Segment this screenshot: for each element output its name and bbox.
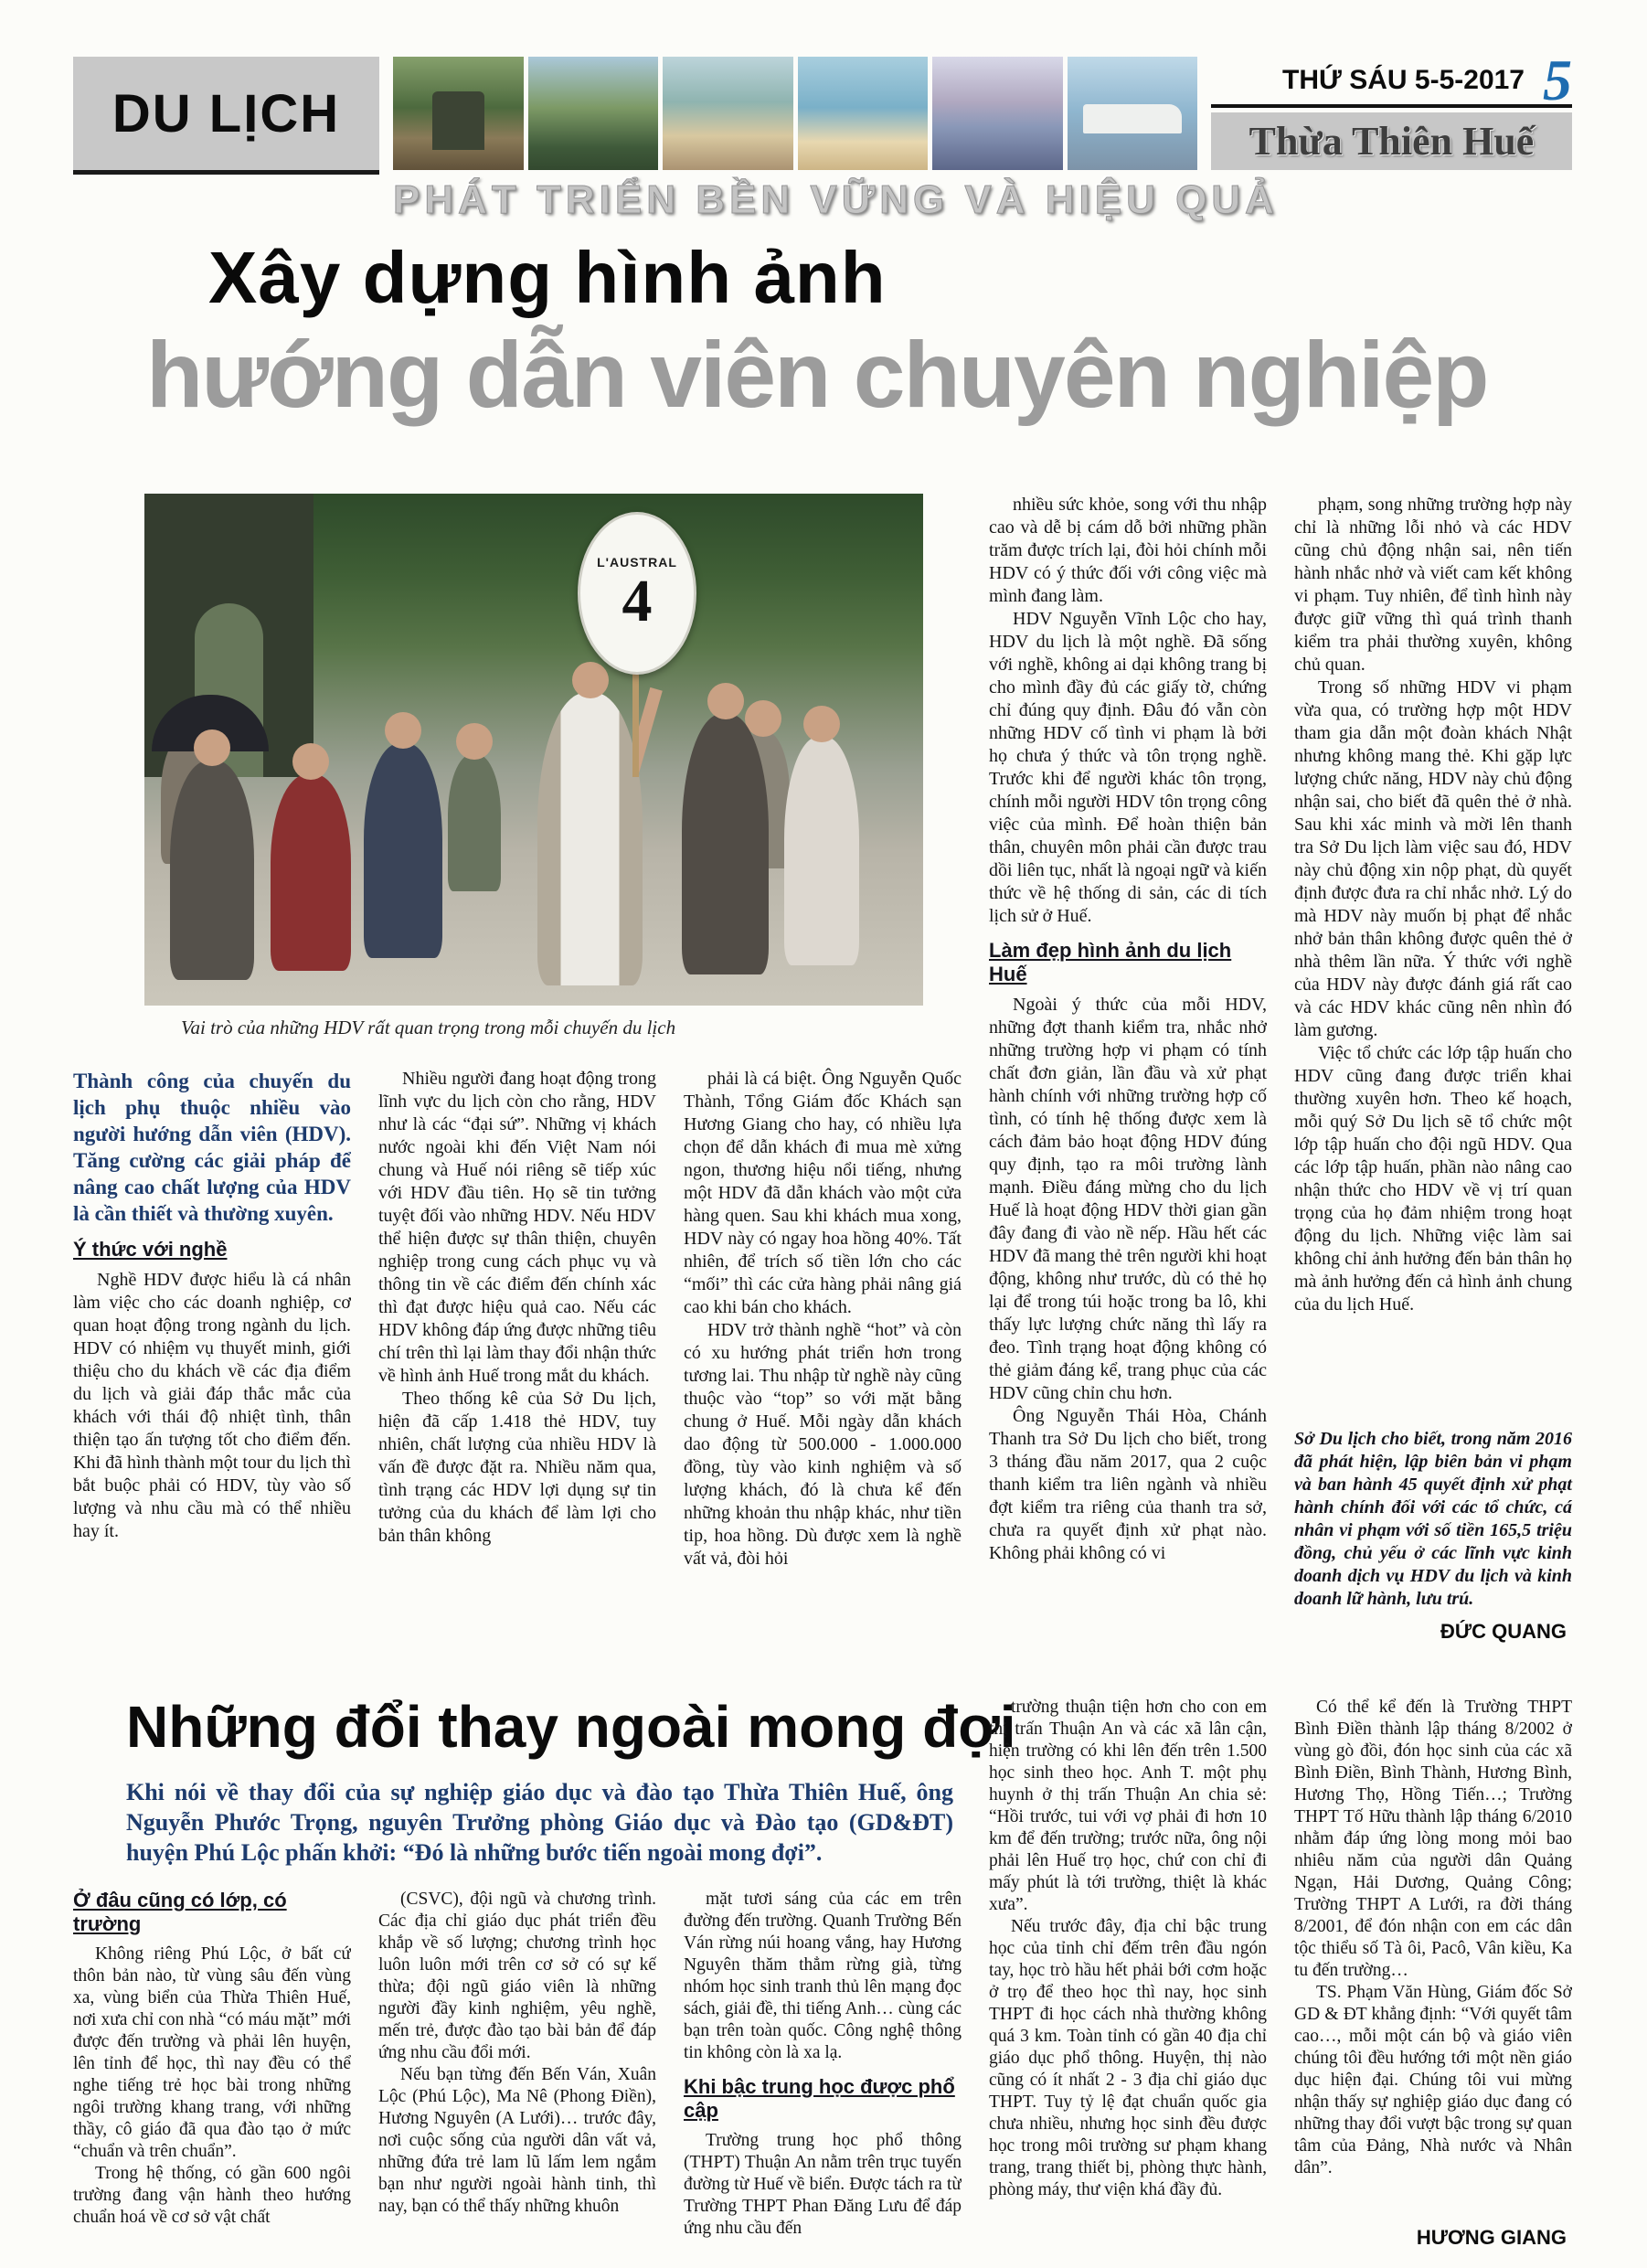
article2-subhead-2: Khi bậc trung học được phổ cập xyxy=(684,2075,955,2122)
header-slogan: PHÁT TRIỂN BỀN VỮNG VÀ HIỆU QUẢ xyxy=(393,177,1279,222)
article1-subhead-2: Làm đẹp hình ảnh du lịch Huế xyxy=(989,939,1232,985)
tour-sign-label: L'AUSTRAL xyxy=(597,555,677,570)
tour-sign xyxy=(578,512,696,675)
article2-column-2 xyxy=(378,1889,656,2250)
person-figure xyxy=(682,714,769,974)
issue-date: THỨ SÁU 5-5-2017 xyxy=(1282,65,1525,95)
person-figure xyxy=(448,754,501,891)
header-photo-cruise xyxy=(1068,57,1198,170)
tour-guide-figure xyxy=(537,693,643,985)
article2-col3-text-a xyxy=(684,1889,962,2064)
article2-column-5 xyxy=(1294,1697,1572,2250)
article1-column-4 xyxy=(989,494,1267,1644)
header-photo-strip xyxy=(393,57,1197,170)
paragraph: Nếu bạn từng đến Bến Ván, Xuân Lộc (Phú Lộc), Ma Nê (Phong Điền), Hương Nguyên (A Lưới)… trước đây, nơi cuộc sống của người dân vất vả, những đứa trẻ lam lũ lấm lem ngắm bạn như người ngoài hành tinh, thì nay, bạn có thể thấy những khuôn xyxy=(378,2065,656,2216)
tour-sign-number: 4 xyxy=(622,568,653,634)
paragraph: Nếu trước đây, địa chỉ bậc trung học của tỉnh chỉ đếm trên đầu ngón tay, học trò hầu hết phải bới cơm hoặc ở trọ để theo học thì nay, học sinh THPT đi học cách nhà thường không quá 3 km. Toàn tỉnh có gần 40 địa chỉ giáo dục phổ thông. Huyện, thị nào cũng có ít nhất 2 - 3 địa chỉ giáo dục THPT. Tuy tỷ lệ đạt chuẩn quốc gia chưa nhiều, nhưng học sinh đều được học trong môi trường sư phạm khang trang, trang thiết bị, phòng thực hành, phòng máy, thư viện khá đầy đủ. xyxy=(989,1917,1267,2199)
paragraph: Có thể kể đến là Trường THPT Bình Điền thành lập tháng 8/2002 ở vùng gò đồi, đón học sinh của các xã Bình Điền, Bình Thành, Hương Bình, Hương Thọ, Hồng Tiến…; Trường THPT Tố Hữu thành lập tháng 6/2010 nhằm đáp ứng lòng mong mỏi bao nhiêu năm của người dân Quảng Ngạn, Hải Dương, Quảng Công; Trường THPT A Lưới, ra đời tháng 8/2001, để đón nhận con em các dân tộc thiểu số Tà ôi, Pacô, Vân kiều, Ka tu đến trường… xyxy=(1294,1698,1572,1980)
page-number: 5 xyxy=(1543,47,1572,112)
paragraph: mặt tươi sáng của các em trên đường đến trường. Quanh Trường Bến Ván rừng núi hoang vắng, hay Hương Nguyên thăm thẳm rừng già, từng nhóm học sinh tranh thủ lên mạng đọc sách, giải đề, thi tiếng Anh… cùng các bạn trên toàn quốc. Công nghệ thông tin không còn là xa lạ. xyxy=(684,1890,962,2062)
article1-photo xyxy=(144,494,923,1006)
person-figure xyxy=(170,761,254,980)
article1-headline: hướng dẫn viên chuyên nghiệp xyxy=(146,323,1488,427)
header-photo-citadel xyxy=(393,57,524,170)
article1-col3-text xyxy=(684,1068,962,1571)
paragraph: Không riêng Phú Lộc, ở bất cứ thôn bản nào, từ vùng sâu đến vùng xa, vùng biển của Thừa Thiên Huế, nơi xưa chỉ con nhà “có máu mặt” mới được đến trường và phải lên huyện, lên tỉnh để học, thì nay đều có thể nghe tiếng trẻ học bài trong những ngôi trường khang trang, với những thầy, cô giáo đã qua đào tạo ở mức “chuẩn và trên chuẩn”. xyxy=(73,1944,351,2161)
article1-col4-text-a xyxy=(989,494,1267,928)
paragraph: TS. Phạm Văn Hùng, Giám đốc Sở GD & ĐT khẳng định: “Với quyết tâm cao…, mỗi một cán bộ và giáo viên chúng tôi đều hướng tới một nền giáo dục hiện đại. Chúng tôi vui mừng nhận thấy sự nghiệp giáo dục đang có những thay đổi vượt bậc trong sự quan tâm của Đảng, Nhà nước và Nhân dân”. xyxy=(1294,1983,1572,2177)
article2-subhead-1: Ở đâu cũng có lớp, có trường xyxy=(73,1889,287,1935)
section-title-box xyxy=(73,57,379,175)
article1-col4-text-b xyxy=(989,994,1267,1565)
article2-headline: Những đổi thay ngoài mong đợi xyxy=(126,1694,1016,1760)
paragraph: phạm, song những trường hợp này chỉ là những lỗi nhỏ và các HDV cũng chủ động nhận sai, nên tiến hành nhắc nhở và viết cam kết không vi phạm. Tuy nhiên, để tình hình này được giữ vững thì quá trình thanh kiểm tra phải thường xuyên, không chủ quan. xyxy=(1294,495,1572,675)
header-right xyxy=(1211,47,1572,170)
article1-byline: ĐỨC QUANG xyxy=(1440,1620,1567,1643)
article1-intro: Thành công của chuyến du lịch phụ thuộc nhiều vào người hướng dẫn viên (HDV). Tăng cường các giải pháp để nâng cao chất lượng của HDV là cần thiết và thường xuyên. xyxy=(73,1070,351,1225)
paragraph: phải là cá biệt. Ông Nguyễn Quốc Thành, Tổng Giám đốc Khách sạn Hương Giang cho hay, có nhiều lựa chọn để dẫn khách đi mua mè xửng ngon, thương hiệu nổi tiếng, nhưng một HDV đã dẫn khách vào một cửa hàng quen. Sau khi khách mua xong, HDV này có ngay hoa hồng 40%. Tất nhiên, để trích số tiền lớn cho các “mối” thì các cửa hàng phải nâng giá cao khi bán cho khách. xyxy=(684,1069,962,1317)
person-figure xyxy=(271,774,351,971)
article1-column-2 xyxy=(378,1068,656,1653)
paragraph: Trong số những HDV vi phạm vừa qua, có trường hợp một HDV tham gia dẫn một đoàn khách Nhật nhưng không mang thẻ. Khi gặp lực lượng chức năng, HDV này chủ động nhận sai, cho biết đã quên thẻ ở nhà. Sau khi xác minh và mời lên thanh tra Sở Du lịch làm việc sau đó, HDV này chủ động xin nộp phạt, dù quyết định được đưa ra chỉ nhắc nhở. Lý do mà HDV này muốn bị phạt để nhắc nhở bản thân không được quên thẻ ở nhà thêm lần nữa. Ý thức với nghề của HDV này được đánh giá rất cao và các HDV khác cũng nên nhìn đó làm gương. xyxy=(1294,677,1572,1040)
header-photo-beach xyxy=(798,57,929,170)
paragraph: HDV trở thành nghề “hot” và còn có xu hướng phát triển hơn trong tương lai. Thu nhập từ nghề này cũng thuộc vào “top” so với mặt bằng chung ở Huế. Mỗi ngày dẫn khách dao động từ 500.000 - 1.000.000 đồng, tùy vào kinh nghiệm và số lượng khách, đó là chưa kể đến những khoản thu nhập khác, như tiền tip, hoa hồng. Dù được xem là nghề vất vả, đòi hỏi xyxy=(684,1320,962,1569)
article2-col4-text xyxy=(989,1697,1267,2201)
article2-col3-text-b xyxy=(684,2130,962,2240)
article1-col5-text xyxy=(1294,494,1572,1417)
paragraph: Ngoài ý thức của mỗi HDV, những đợt thanh kiểm tra, nhắc nhở những trường hợp vi phạm có tính chất đơn giản, lần đầu và xử phạt hành chính với những trường hợp cố tình, có tính hệ thống được xem là cách đảm bảo hoạt động HDV đúng quy định, tạo ra môi trường lành mạnh. Điều đáng mừng cho du lịch Huế là hoạt động HDV thời gian gần đây đang đi vào nề nếp. Hầu hết các HDV đã mang thẻ trên người khi hoạt động, không như trước, dù có thẻ họ lại để trong túi hoặc trong ba lô, khi thấy lực lượng chức năng thì lấy ra đeo. Tình trạng hoạt động không có thẻ giảm đáng kể, trang phục của các HDV cũng chỉn chu hơn. xyxy=(989,995,1267,1403)
masthead-box xyxy=(1211,112,1572,170)
paragraph: (CSVC), đội ngũ và chương trình. Các địa chỉ giáo dục phát triển đều khắp về số lượng; chương trình học luôn luôn mới trên cơ sở có sự kế thừa; đội ngũ giáo viên là những người đầy kinh nghiệm, yêu nghề, mến trẻ, được đào tạo bài bản để đáp ứng nhu cầu đổi mới. xyxy=(378,1890,656,2062)
paragraph: Ông Nguyễn Thái Hòa, Chánh Thanh tra Sở Du lịch cho biết, trong 3 tháng đầu năm 2017, qua 2 cuộc thanh kiểm tra liên ngành và nhiều đợt kiểm tra riêng của thanh tra sở, chưa ra quyết định xử phạt nào. Không phải không có vi xyxy=(989,1406,1267,1563)
masthead-title: Thừa Thiên Huế xyxy=(1249,119,1535,164)
paragraph: Việc tổ chức các lớp tập huấn cho HDV cũng đang được triển khai thường xuyên hơn. Theo kế hoạch, mỗi quý Sở Du lịch sẽ tổ chức một lớp tập huấn cho đội ngũ HDV. Qua các lớp tập huấn, phần nào nâng cao nhận thức cho HDV về vị trí quan trọng của họ đảm nhiệm trong hoạt động du lịch. Những việc làm sai không chỉ ảnh hưởng đến bản thân họ mà ảnh hưởng đến cả hình ảnh chung của du lịch Huế. xyxy=(1294,1043,1572,1315)
article1-bottom-columns xyxy=(73,1068,962,1653)
person-figure xyxy=(364,743,442,958)
article2-column-3 xyxy=(684,1889,962,2250)
article2-lead: Khi nói về thay đổi của sự nghiệp giáo dục và đào tạo Thừa Thiên Huế, ông Nguyễn Phước Trọng, nguyên Trưởng phòng Giáo dục và Đào tạo (GD&ĐT) huyện Phú Lộc phấn khởi: “Đó là những bước tiến ngoài mong đợi”. xyxy=(126,1779,953,1866)
article2-column-4 xyxy=(989,1697,1267,2250)
article1-column-1 xyxy=(73,1068,351,1653)
paragraph: trường thuận tiện hơn cho con em thị trấn Thuận An và các xã lân cận, hiện trường có khi lên đến trên 1.500 học sinh theo học. Anh T. một phụ huynh ở thị trấn Thuận An chia sẻ: “Hồi trước, tui với vợ phải đi hơn 10 km để đến trường; trước nữa, ông nội phải lên Huế trọ học, chứ con chỉ đi mấy phút là tới trường, thiệt là khác xưa”. xyxy=(989,1698,1267,1914)
article2-bottom-columns xyxy=(73,1889,962,2250)
section-title: DU LỊCH xyxy=(112,83,341,144)
header-photo-festival xyxy=(932,57,1063,170)
article2-col2-text xyxy=(378,1889,656,2218)
article1-col2-text xyxy=(378,1068,656,1548)
sign-pole xyxy=(632,667,639,777)
article1-kicker: Xây dựng hình ảnh xyxy=(208,237,887,318)
article1-photo-caption: Vai trò của những HDV rất quan trọng trong mỗi chuyến du lịch xyxy=(181,1017,676,1038)
header-photo-lagoon xyxy=(663,57,793,170)
article1-callout: Sở Du lịch cho biết, trong năm 2016 đã phát hiện, lập biên bản vi phạm và ban hành 45 quyết định xử phạt hành chính đối với các tổ chức, cá nhân vi phạm với số tiền 165,5 triệu đồng, chủ yếu ở các lĩnh vực kinh doanh dịch vụ HDV du lịch và kinh doanh lữ hành, lưu trú. xyxy=(1294,1429,1572,1609)
article1-subhead-1: Ý thức với nghề xyxy=(73,1238,228,1261)
person-figure xyxy=(784,737,859,965)
date-row xyxy=(1211,47,1572,112)
paragraph: Trong hệ thống, có gần 600 ngôi trường đang vận hành theo hướng chuẩn hoá về cơ sở vật chất xyxy=(73,2164,351,2227)
paragraph: Nhiều người đang hoạt động trong lĩnh vực du lịch còn cho rằng, HDV như là các “đại sứ”. Những vị khách nước ngoài khi đến Việt Nam nói chung và Huế nói riêng sẽ tiếp xúc với HDV đầu tiên. Họ sẽ tin tưởng tuyệt đối vào những HDV. Nếu HDV thể hiện được sự thân thiện, chuyên nghiệp trong cung cách phục vụ và thông tin về các điểm đến chính xác thì đạt được hiệu quả cao. Nếu các HDV không đáp ứng được những tiêu chí trên thì lại làm thay đổi nhận thức về hình ảnh Huế trong mắt du khách. xyxy=(378,1069,656,1386)
paragraph: Trường trung học phổ thông (THPT) Thuận An nằm trên trục tuyến đường từ Huế về biển. Được tách ra từ Trường THPT Phan Đăng Lưu để đáp ứng nhu cầu đến xyxy=(684,2131,962,2238)
article1-column-3 xyxy=(684,1068,962,1653)
article2-column-1 xyxy=(73,1889,351,2250)
paragraph: Theo thống kê của Sở Du lịch, hiện đã cấp 1.418 thẻ HDV, tuy nhiên, chất lượng của nhiều HDV là vấn đề được đặt ra. Nhiều năm qua, tình trạng các HDV lợi dụng sự tin tưởng của du khách để làm lợi cho bản thân không xyxy=(378,1389,656,1546)
header-photo-pagoda xyxy=(528,57,659,170)
paragraph: nhiều sức khỏe, song với thu nhập cao và dễ bị cám dỗ bởi những phần trăm được trích lại, đòi hỏi chính mỗi HDV có ý thức đối với công việc mà mình đang làm. xyxy=(989,495,1267,606)
paragraph: HDV Nguyễn Vĩnh Lộc cho hay, HDV du lịch là một nghề. Đã sống với nghề, không ai dại không trang bị cho mình đầy đủ các giấy tờ, chứng chỉ đúng quy định. Đâu đó vẫn còn những HDV cố tình vi phạm là bởi họ chưa ý thức và tôn trọng nghề. Trước khi để người khác tôn trọng, chính mỗi người HDV tôn trọng công việc của mình. Để hoàn thiện bản thân, chuyên môn phải cần được trau dồi liên tục, nhất là ngoại ngữ và kiến thức về hệ thống di sản, các di tích lịch sử ở Huế. xyxy=(989,609,1267,926)
article2-byline: HƯƠNG GIANG xyxy=(1416,2226,1567,2249)
article1-col1-text xyxy=(73,1269,351,1543)
article2-col1-text xyxy=(73,1943,351,2229)
paragraph: Nghề HDV được hiểu là cá nhân làm việc cho các doanh nghiệp, cơ quan hoạt động trong ngành du lịch. HDV có nhiệm vụ thuyết minh, giới thiệu cho du khách về các địa điểm du lịch và giải đáp thắc mắc của khách với thái độ nhiệt tình, thân thiện tạo ấn tượng tốt cho điểm đến. Khi đã hình thành một tour du lịch thì bắt buộc phải có HDV, tùy vào số lượng và nhu cầu mà có thể nhiều hay ít. xyxy=(73,1270,351,1541)
article2-col5-text xyxy=(1294,1697,1572,2217)
article1-column-5 xyxy=(1294,494,1572,1644)
